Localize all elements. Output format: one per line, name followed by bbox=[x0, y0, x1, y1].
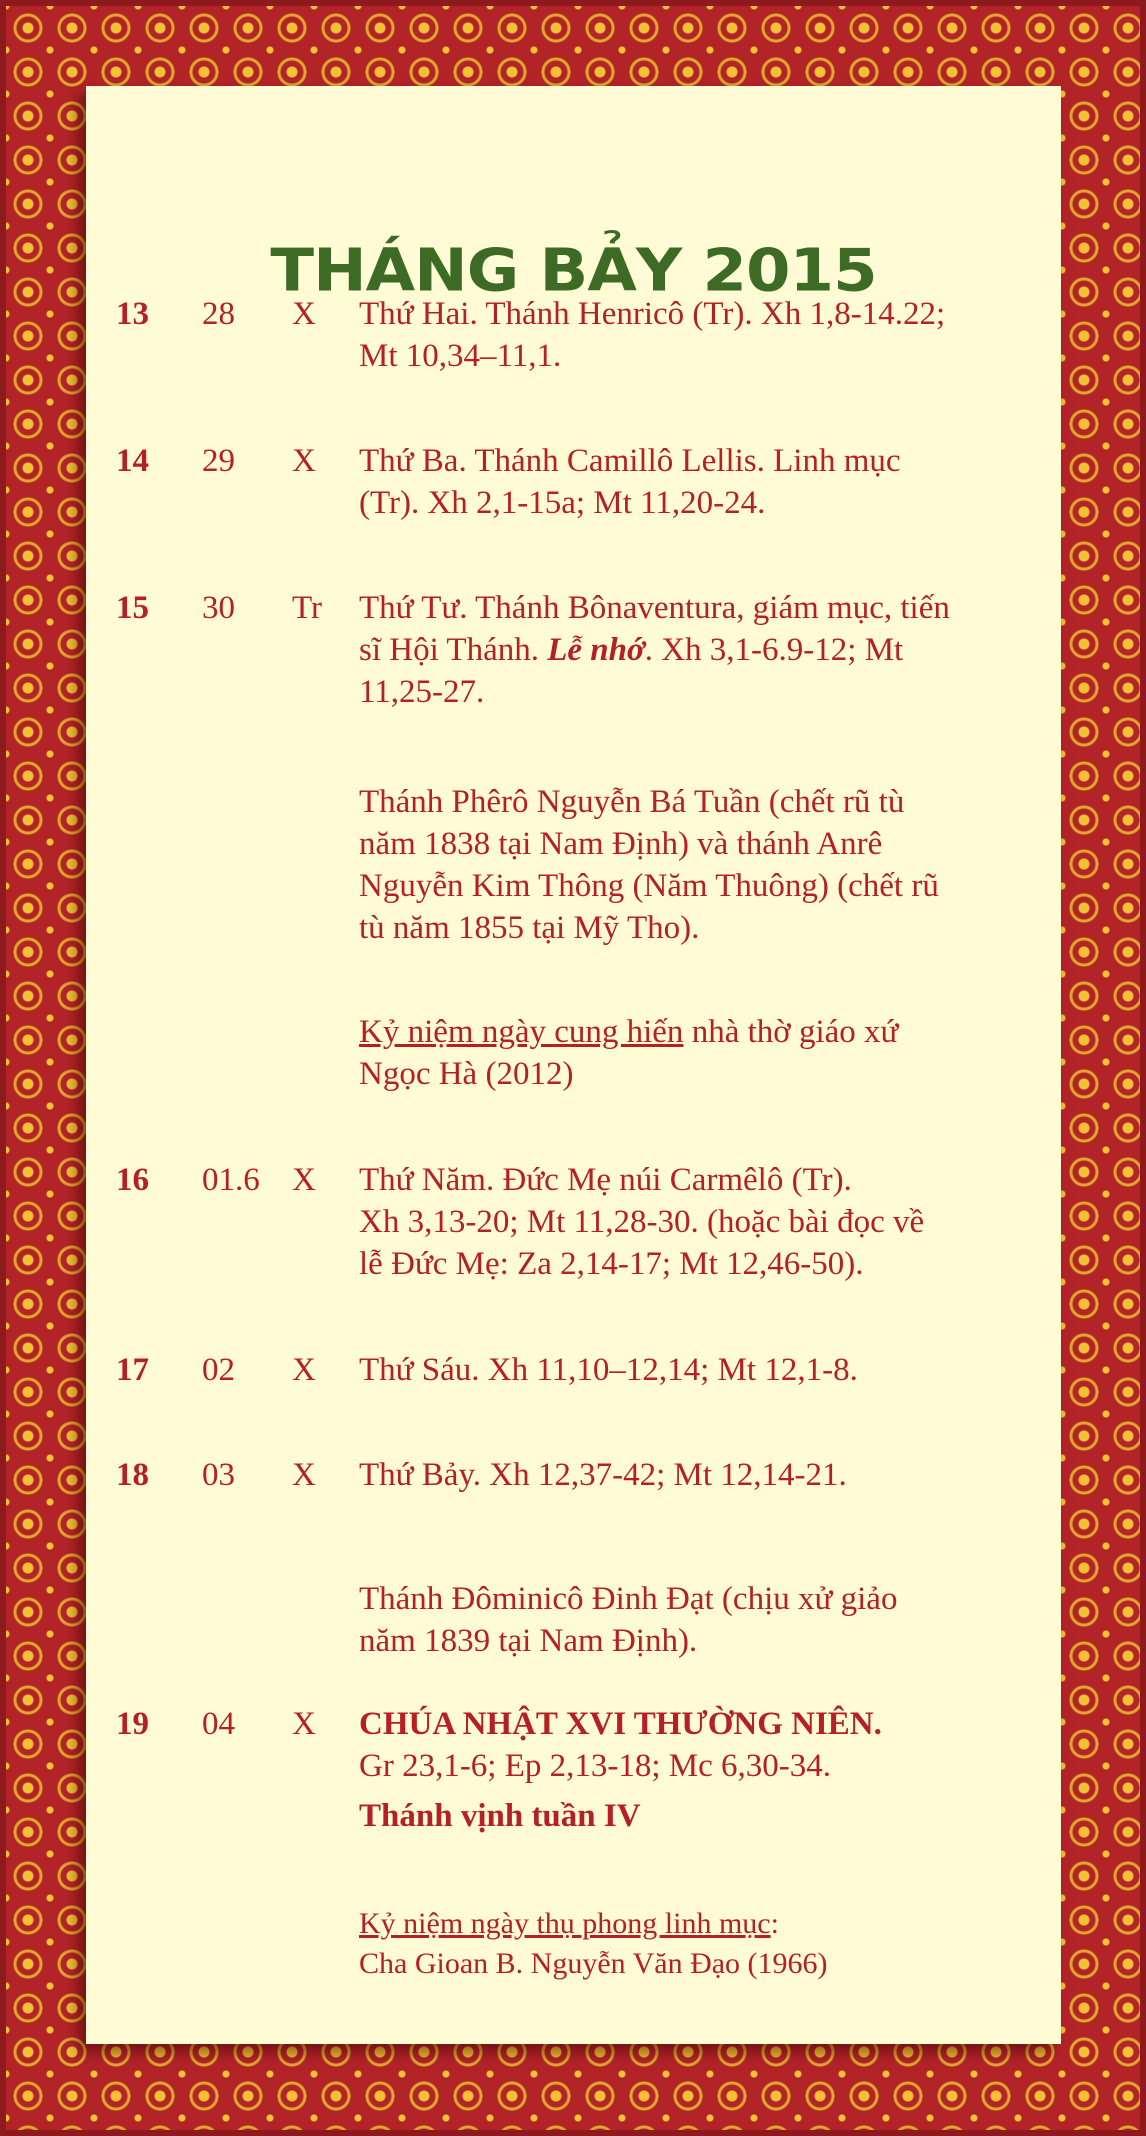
entry-text bbox=[359, 1703, 1032, 1837]
text-segment: : bbox=[770, 1907, 779, 1940]
entry-text bbox=[359, 1454, 1032, 1496]
lunar-date: 30 bbox=[202, 590, 235, 626]
day-number: 19 bbox=[116, 1706, 149, 1742]
text-line: tù năm 1855 tại Mỹ Tho). bbox=[359, 910, 700, 946]
sunday-heading: CHÚA NHẬT XVI THƯỜNG NIÊN. bbox=[359, 1706, 882, 1742]
anniversary-heading: Kỷ niệm ngày thụ phong linh mục bbox=[359, 1907, 771, 1940]
text-line: Thứ Sáu. Xh 11,10–12,14; Mt 12,1-8. bbox=[359, 1352, 858, 1388]
text-line: năm 1838 tại Nam Định) và thánh Anrê bbox=[359, 826, 883, 862]
lunar-date: 01.6 bbox=[202, 1162, 260, 1198]
entry-text bbox=[359, 1011, 1032, 1095]
liturgical-color: Tr bbox=[292, 590, 322, 626]
text-line: Cha Gioan B. Nguyễn Văn Đạo (1966) bbox=[359, 1947, 828, 1980]
psalter-week: Thánh vịnh tuần IV bbox=[359, 1798, 641, 1834]
day-number: 17 bbox=[116, 1352, 149, 1388]
entry-text bbox=[359, 587, 1032, 713]
entry-text bbox=[359, 1578, 1032, 1662]
day-number: 18 bbox=[116, 1457, 149, 1493]
text-line: Thứ Bảy. Xh 12,37-42; Mt 12,14-21. bbox=[359, 1457, 847, 1493]
lunar-date: 04 bbox=[202, 1706, 235, 1742]
entry-text bbox=[359, 1904, 1032, 1984]
text-line: 11,25-27. bbox=[359, 674, 485, 710]
text-line: Gr 23,1-6; Ep 2,13-18; Mc 6,30-34. bbox=[359, 1748, 832, 1784]
lunar-date: 28 bbox=[202, 296, 235, 332]
text-line bbox=[359, 629, 1032, 671]
text-line: Thứ Tư. Thánh Bônaventura, giám mục, tiến bbox=[359, 590, 950, 626]
entry-text bbox=[359, 1159, 1032, 1285]
liturgical-color: X bbox=[292, 1162, 316, 1198]
text-line bbox=[359, 1011, 1032, 1053]
anniversary-heading: Kỷ niệm ngày cung hiến bbox=[359, 1014, 684, 1050]
entry-text bbox=[359, 781, 1032, 949]
text-segment: sĩ Hội Thánh. bbox=[359, 632, 548, 668]
day-number: 16 bbox=[116, 1162, 149, 1198]
text-line bbox=[359, 1904, 1032, 1944]
liturgical-color: X bbox=[292, 1457, 316, 1493]
text-line: (Tr). Xh 2,1-15a; Mt 11,20-24. bbox=[359, 485, 766, 521]
lunar-date: 29 bbox=[202, 443, 235, 479]
text-line: lễ Đức Mẹ: Za 2,14-17; Mt 12,46-50). bbox=[359, 1246, 864, 1282]
entry-text bbox=[359, 440, 1032, 524]
text-line: Thánh Đôminicô Đinh Đạt (chịu xử giảo bbox=[359, 1581, 898, 1617]
liturgical-color: X bbox=[292, 296, 316, 332]
memorial-label: Lễ nhớ bbox=[547, 632, 645, 668]
liturgical-color: X bbox=[292, 1352, 316, 1388]
text-line: Nguyễn Kim Thông (Năm Thuông) (chết rũ bbox=[359, 868, 939, 904]
day-number: 15 bbox=[116, 590, 149, 626]
text-segment: . Xh 3,1-6.9-12; Mt bbox=[644, 632, 904, 668]
calendar-page bbox=[86, 86, 1061, 2044]
text-line: Ngọc Hà (2012) bbox=[359, 1056, 574, 1092]
text-line: Thứ Hai. Thánh Henricô (Tr). Xh 1,8-14.22; bbox=[359, 296, 946, 332]
liturgical-color: X bbox=[292, 1706, 316, 1742]
text-line: Mt 10,34–11,1. bbox=[359, 338, 562, 374]
text-segment: nhà thờ giáo xứ bbox=[683, 1014, 899, 1050]
entry-text bbox=[359, 1349, 1032, 1391]
page-title: THÁNG BẢY 2015 bbox=[270, 236, 877, 306]
liturgical-color: X bbox=[292, 443, 316, 479]
text-line: Thứ Ba. Thánh Camillô Lellis. Linh mục bbox=[359, 443, 901, 479]
text-line: năm 1839 tại Nam Định). bbox=[359, 1623, 698, 1659]
entry-text bbox=[359, 293, 1032, 377]
lunar-date: 02 bbox=[202, 1352, 235, 1388]
text-line: Xh 3,13-20; Mt 11,28-30. (hoặc bài đọc về bbox=[359, 1204, 925, 1240]
text-line: Thứ Năm. Đức Mẹ núi Carmêlô (Tr). bbox=[359, 1162, 852, 1198]
day-number: 13 bbox=[116, 296, 149, 332]
day-number: 14 bbox=[116, 443, 149, 479]
lunar-date: 03 bbox=[202, 1457, 235, 1493]
text-line: Thánh Phêrô Nguyễn Bá Tuần (chết rũ tù bbox=[359, 784, 905, 820]
